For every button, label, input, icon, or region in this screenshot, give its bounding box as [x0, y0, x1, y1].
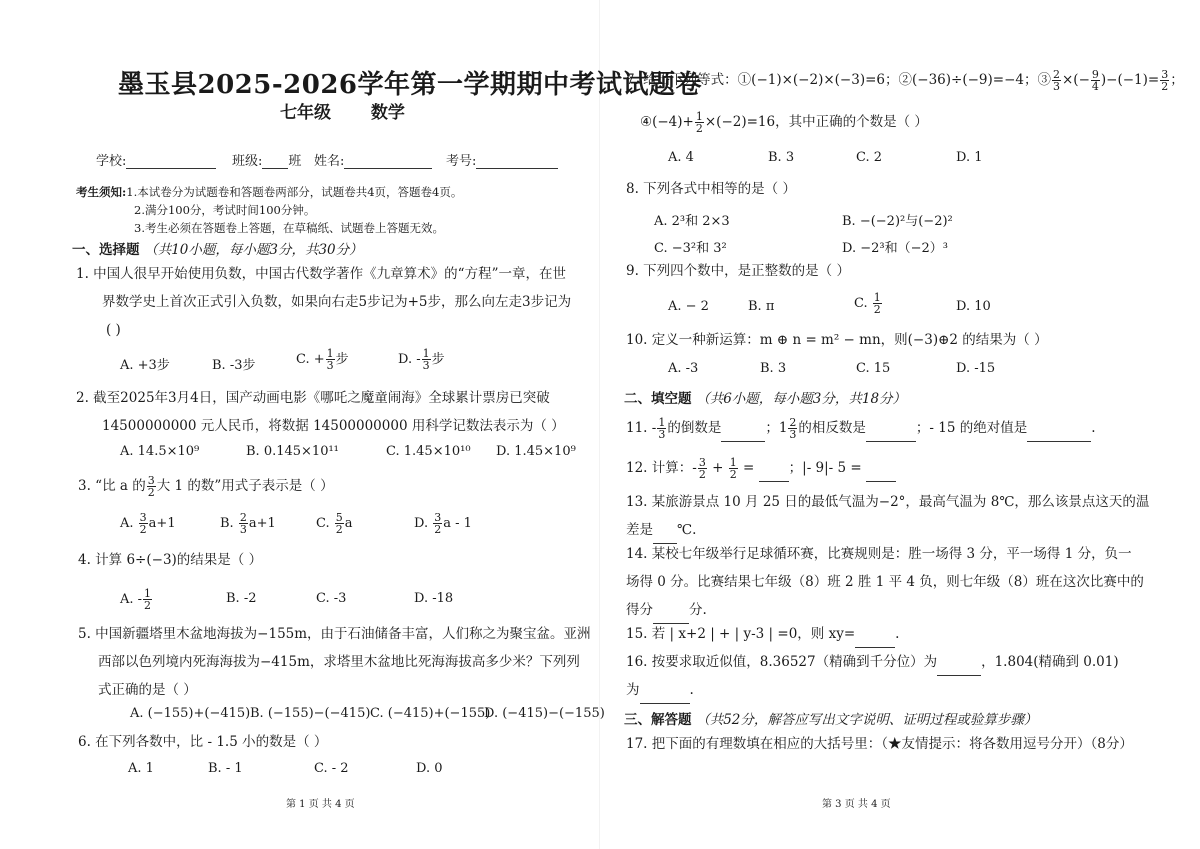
- q9-option-d[interactable]: D. 10: [956, 299, 991, 314]
- subject-label: 数学: [370, 103, 405, 123]
- question-5: 5. 中国新疆塔里木盆地海拔为−155m，由于石油储备丰富，人们称之为聚宝盆。亚洲 西部以色列境内死海海拔为−415m，求塔里木盆地比死海海拔高多少米？下列列 式正确的是（ ）: [78, 626, 591, 698]
- q10-option-a[interactable]: A. -3: [668, 361, 699, 376]
- page-footer-left: 第 1 页 共 4 页: [286, 799, 355, 810]
- q3-option-a[interactable]: A. $\frac{3}{2}$ a+1: [120, 511, 176, 536]
- q7-option-d[interactable]: D. 1: [956, 150, 983, 165]
- q2-option-c[interactable]: C. 1.45×10¹⁰: [386, 444, 471, 459]
- exam-subtitle: [280, 98, 439, 123]
- q5-option-d[interactable]: D. (−415)−(−155): [484, 706, 605, 721]
- q9-option-a[interactable]: A. − 2: [668, 299, 709, 314]
- q6-option-b[interactable]: B. - 1: [208, 761, 243, 776]
- question-6: 6. 在下列各数中，比 - 1.5 小的数是（ ）: [78, 734, 328, 750]
- q9-option-c[interactable]: C. $\frac{1}{2}$: [854, 291, 881, 316]
- q10-option-b[interactable]: B. 3: [760, 361, 787, 376]
- right-page: [600, 0, 1200, 849]
- question-9: 9. 下列四个数中，是正整数的是（ ）: [626, 263, 850, 279]
- question-8: 8. 下列各式中相等的是（ ）: [626, 181, 796, 197]
- exam-notes: 考生须知:1.本试卷分为试题卷和答题卷两部分，试题卷共4页，答题卷4页。 2.满分100分，考试时间100分钟。 3.考生必须在答题卷上答题，在草稿纸、试题卷上答题无效。: [76, 185, 463, 235]
- q5-option-a[interactable]: A. (−155)+(−415): [130, 706, 251, 721]
- q5-option-c[interactable]: C. (−415)+(−155): [370, 706, 491, 721]
- question-7-line2: ④(−4)+ $\frac{1}{2}$ ×(−2)=16，其中正确的个数是（ ）: [640, 110, 928, 135]
- q7-option-c[interactable]: C. 2: [856, 150, 883, 165]
- exam-number-field[interactable]: 考号:: [446, 150, 558, 169]
- school-field[interactable]: 学校:: [96, 150, 216, 169]
- name-field[interactable]: 姓名:: [314, 150, 432, 169]
- question-12: 12. 计算：- $\frac{3}{2}$ + $\frac{1}{2}$ = ；|- 9|- 5 =: [626, 454, 896, 482]
- question-2: 2. 截至2025年3月4日，国产动画电影《哪吒之魔童闹海》全球累计票房已突破 14500000000 元人民币，将数据 14500000000 用科学记数法表示为（ ）: [76, 390, 565, 434]
- section-solve: 三、解答题 （共52分，解答应写出文字说明、证明过程或验算步骤）: [624, 712, 1038, 728]
- section-choice: 一、选择题 （共10小题，每小题3分，共30分）: [72, 242, 363, 258]
- q5-option-b[interactable]: B. (−155)−(−415): [250, 706, 371, 721]
- q2-option-b[interactable]: B. 0.145×10¹¹: [246, 444, 339, 459]
- class-field[interactable]: 班级: 班: [232, 154, 302, 169]
- q4-option-b[interactable]: B. -2: [226, 591, 257, 606]
- q9-option-b[interactable]: B. π: [748, 299, 775, 314]
- q2-option-a[interactable]: A. 14.5×10⁹: [120, 444, 200, 459]
- q6-option-c[interactable]: C. - 2: [314, 761, 349, 776]
- question-13: 13. 某旅游景点 10 月 25 日的最低气温为−2°，最高气温为 8℃，那么该景点这天的温 差是 ℃.: [626, 488, 1149, 544]
- q4-option-d[interactable]: D. -18: [414, 591, 454, 606]
- q15-blank[interactable]: [855, 633, 895, 648]
- q7-option-b[interactable]: B. 3: [768, 150, 795, 165]
- question-3: 3. “比 a 的 $\frac{3}{2}$ 大 1 的数”用式子表示是（ ）: [78, 474, 334, 499]
- q8-option-c[interactable]: C. −3²和 3²: [654, 241, 727, 256]
- q4-option-a[interactable]: A. - $\frac{1}{2}$: [120, 587, 152, 612]
- question-11: 11. - $\frac{1}{3}$ 的倒数是 ；1 $\frac{2}{3}$ 的相反数是 ；- 15 的绝对值是 .: [626, 416, 1096, 441]
- q1-option-c[interactable]: C. + $\frac{1}{3}$ 步: [296, 347, 349, 372]
- question-16: 16. 按要求取近似值，8.36527（精确到千分位）为 ，1.804(精确到 0.01) 为 .: [626, 648, 1119, 704]
- q8-option-a[interactable]: A. 2³和 2×3: [654, 214, 730, 229]
- q16-blank-2[interactable]: [640, 689, 690, 704]
- grade-label: 七年级: [280, 103, 331, 123]
- question-15: 15. 若 | x+2 | + | y-3 | =0，则 xy= .: [626, 620, 899, 648]
- q1-option-d[interactable]: D. - $\frac{1}{3}$ 步: [398, 347, 445, 372]
- q11-blank-2[interactable]: [866, 427, 916, 442]
- section-fill-blank: 二、填空题 （共6小题，每小题3分，共18分）: [624, 391, 907, 407]
- q10-option-d[interactable]: D. -15: [956, 361, 996, 376]
- q8-option-b[interactable]: B. −(−2)²与(−2)²: [842, 214, 953, 229]
- q3-option-b[interactable]: B. $\frac{2}{3}$ a+1: [220, 511, 276, 536]
- question-4: 4. 计算 6÷(−3)的结果是（ ）: [78, 552, 263, 568]
- exam-title: 墨玉县2025-2026学年第一学期期中考试试题卷: [118, 70, 703, 100]
- question-7-line1: 7. 给出下列等式：①(−1)×(−2)×(−3)=6；②(−36)÷(−9)=−4；③ $\frac{2}{3}$ ×(− $\frac{9}{4}$ )−(−1)= $\frac{3}{2}$ ；: [626, 68, 1184, 93]
- q4-option-c[interactable]: C. -3: [316, 591, 347, 606]
- q12-blank-2[interactable]: [866, 467, 896, 482]
- q8-option-d[interactable]: D. −2³和（−2）³: [842, 241, 948, 256]
- question-1: 1. 中国人很早开始使用负数，中国古代数学著作《九章算术》的“方程”一章，在世 界数学史上首次正式引入负数，如果向右走5步记为+5步，那么向左走3步记为 ( ): [76, 266, 572, 338]
- q3-option-c[interactable]: C. $\frac{5}{2}$ a: [316, 511, 353, 536]
- q2-option-d[interactable]: D. 1.45×10⁹: [496, 444, 576, 459]
- q11-blank-1[interactable]: [721, 427, 765, 442]
- question-10: 10. 定义一种新运算：m ⊕ n = m² − mn，则(−3)⊕2 的结果为（ ）: [626, 332, 1048, 348]
- q6-option-a[interactable]: A. 1: [128, 761, 154, 776]
- q12-blank-1[interactable]: [759, 467, 789, 482]
- q7-option-a[interactable]: A. 4: [668, 150, 694, 165]
- q11-blank-3[interactable]: [1027, 427, 1091, 442]
- q10-option-c[interactable]: C. 15: [856, 361, 891, 376]
- q6-option-d[interactable]: D. 0: [416, 761, 443, 776]
- page-footer-right: 第 3 页 共 4 页: [822, 799, 891, 810]
- q1-option-a[interactable]: A. +3步: [120, 358, 170, 373]
- question-14: 14. 某校七年级举行足球循环赛，比赛规则是：胜一场得 3 分，平一场得 1 分，负一 场得 0 分。比赛结果七年级（8）班 2 胜 1 平 4 负，则七年级（8）班在这次比赛中的 得分 分.: [626, 540, 1144, 624]
- q1-option-b[interactable]: B. -3步: [212, 358, 256, 373]
- q16-blank-1[interactable]: [937, 661, 981, 676]
- question-17: 17. 把下面的有理数填在相应的大括号里：（★友情提示：将各数用逗号分开）（8分）: [626, 736, 1133, 752]
- q3-option-d[interactable]: D. $\frac{3}{2}$ a - 1: [414, 511, 472, 536]
